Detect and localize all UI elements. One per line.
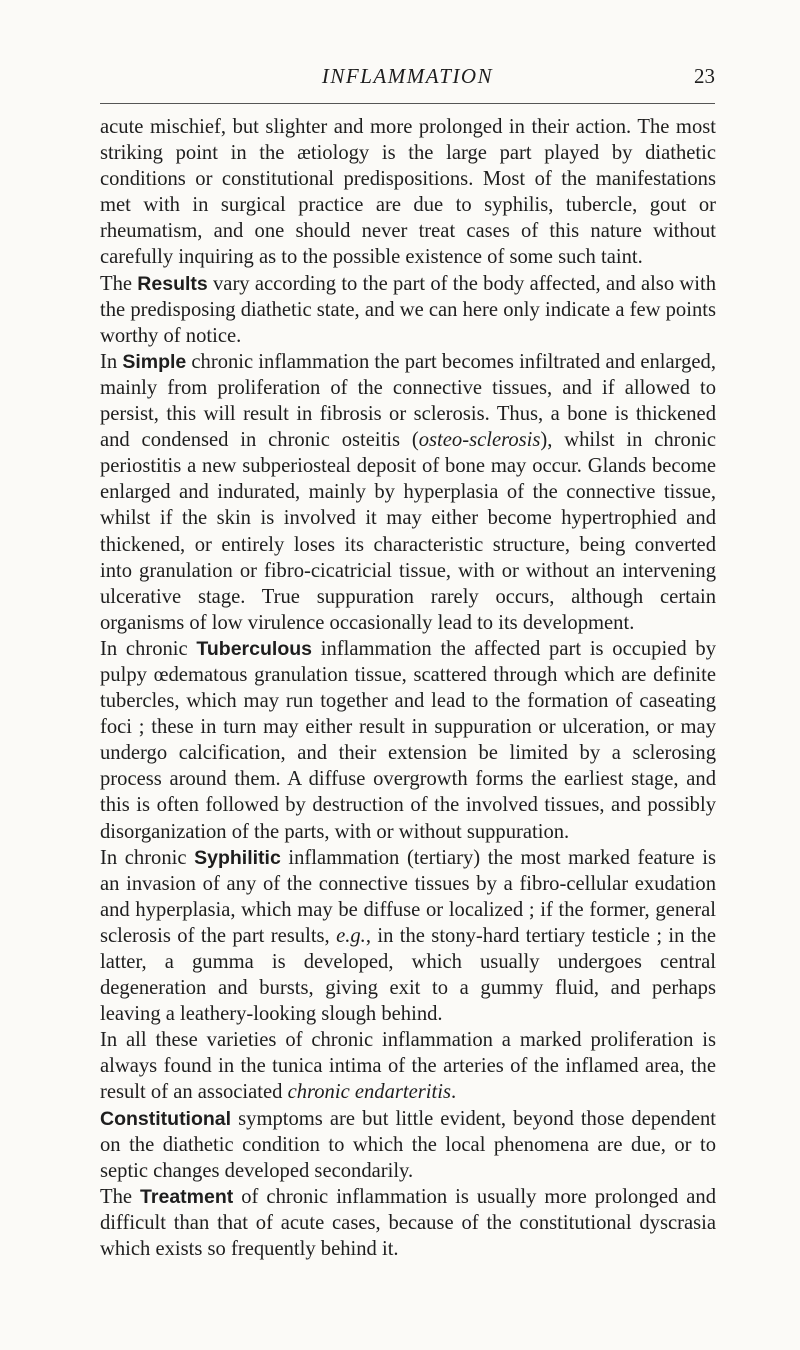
paragraph-text: vary according to the part of the body affected, and also with the predisposing diathetic state, and we can here only indicate a few points worthy of notice. — [100, 272, 716, 347]
paragraph-lead: In chronic — [100, 637, 197, 660]
paragraph-syphilitic — [100, 845, 716, 1028]
paragraph-intro — [100, 114, 716, 271]
italic-term: chronic endarteritis — [287, 1081, 451, 1104]
paragraph-text: ), whilst in chronic periostitis a new subperiosteal deposit of bone may occur. Glands become enlarged and indurated, mainly by hyperplasia of the connective tissue, whilst if the skin is involved it may either become hypertrophied and thickened, or entirely loses its characteristic structure, being converted into granulation or fibro-cicatricial tissue, with or without an intervening ulcerative stage. True suppuration rarely occurs, although certain organisms of low virulence occasionally lead to its development. — [100, 429, 716, 634]
paragraph-treatment — [100, 1184, 716, 1262]
run-in-heading-syphilitic: Syphilitic — [194, 846, 281, 869]
paragraph-text: symptoms are but little evident, beyond those dependent on the diathetic condition to which the local phenomena are due, or to septic changes developed secondarily. — [100, 1107, 716, 1182]
run-in-heading-treatment: Treatment — [140, 1185, 234, 1208]
paragraph-lead: In — [100, 350, 123, 373]
paragraph-text: , in the stony-hard tertiary testicle ; in the latter, a gumma is developed, which usually undergoes central degeneration and bursts, giving exit to a gummy fluid, and perhaps leaving a leathery-looking slough behind. — [100, 924, 716, 1026]
paragraph-text: In all these varieties of chronic inflammation a marked proliferation is always found in the tunica intima of the arteries of the inflamed area, the result of an associated — [100, 1029, 716, 1104]
run-in-heading-constitutional: Constitutional — [100, 1107, 232, 1130]
paragraph-text: . — [450, 1081, 457, 1104]
paragraph-results — [100, 271, 716, 349]
paragraph-lead: The — [100, 272, 138, 295]
paragraph-endarteritis — [100, 1027, 716, 1105]
run-in-heading-results: Results — [137, 272, 208, 295]
header-rule — [100, 103, 715, 104]
paragraph-lead: In chronic — [100, 846, 195, 869]
paragraph-text: of chronic inflammation is usually more prolonged and difficult than that of acute cases, because of the constitutional dyscrasia which exists so frequently behind it. — [100, 1185, 717, 1261]
italic-term: e.g. — [336, 924, 366, 947]
paragraph-simple — [100, 349, 716, 636]
paragraph-tuberculous — [100, 636, 716, 845]
run-in-heading-simple: Simple — [122, 350, 187, 373]
page-number: 23 — [694, 64, 715, 88]
run-in-heading-tuberculous: Tuberculous — [196, 637, 312, 660]
paragraph-text: acute mischief, but slighter and more prolonged in their action. The most striking point in the ætiology is the large part played by diathetic conditions or constitutional predispositions. Most of the manifestations met with in surgical practice are due to syphilis, tubercle, gout or rheumatism, and one should never treat cases of this nature without carefully inquiring as to the possible existence of some such taint. — [100, 116, 716, 269]
running-head — [100, 62, 715, 102]
italic-term: osteo-sclerosis — [418, 429, 541, 452]
running-title: INFLAMMATION — [321, 64, 494, 88]
body-text — [100, 114, 716, 1262]
paragraph-text: chronic inflammation the part becomes infiltrated and enlarged, mainly from proliferation of the connective tissues, and if allowed to persist, this will result in fibrosis or sclerosis. Thus, a bone is thickened and condensed in chronic osteitis ( — [100, 350, 716, 452]
paragraph-text: inflammation the affected part is occupied by pulpy œdematous granulation tissue, scattered through which are definite tubercles, which may run together and lead to the formation of caseating foci ; these in turn may either result in suppuration or ulceration, or may undergo calcification, and their extension be limited by a sclerosing process around them. A diffuse overgrowth forms the earliest stage, and this is often followed by destruction of the involved tissues, and possibly disorganization of the parts, with or without suppuration. — [100, 637, 716, 843]
paragraph-text: inflammation (tertiary) the most marked feature is an invasion of any of the connective tissues by a fibro-cellular exudation and hyperplasia, which may be diffuse or localized ; if the former, general sclerosis of the part results, — [100, 846, 716, 947]
paragraph-lead: The — [100, 1185, 141, 1208]
paragraph-constitutional — [100, 1106, 716, 1184]
